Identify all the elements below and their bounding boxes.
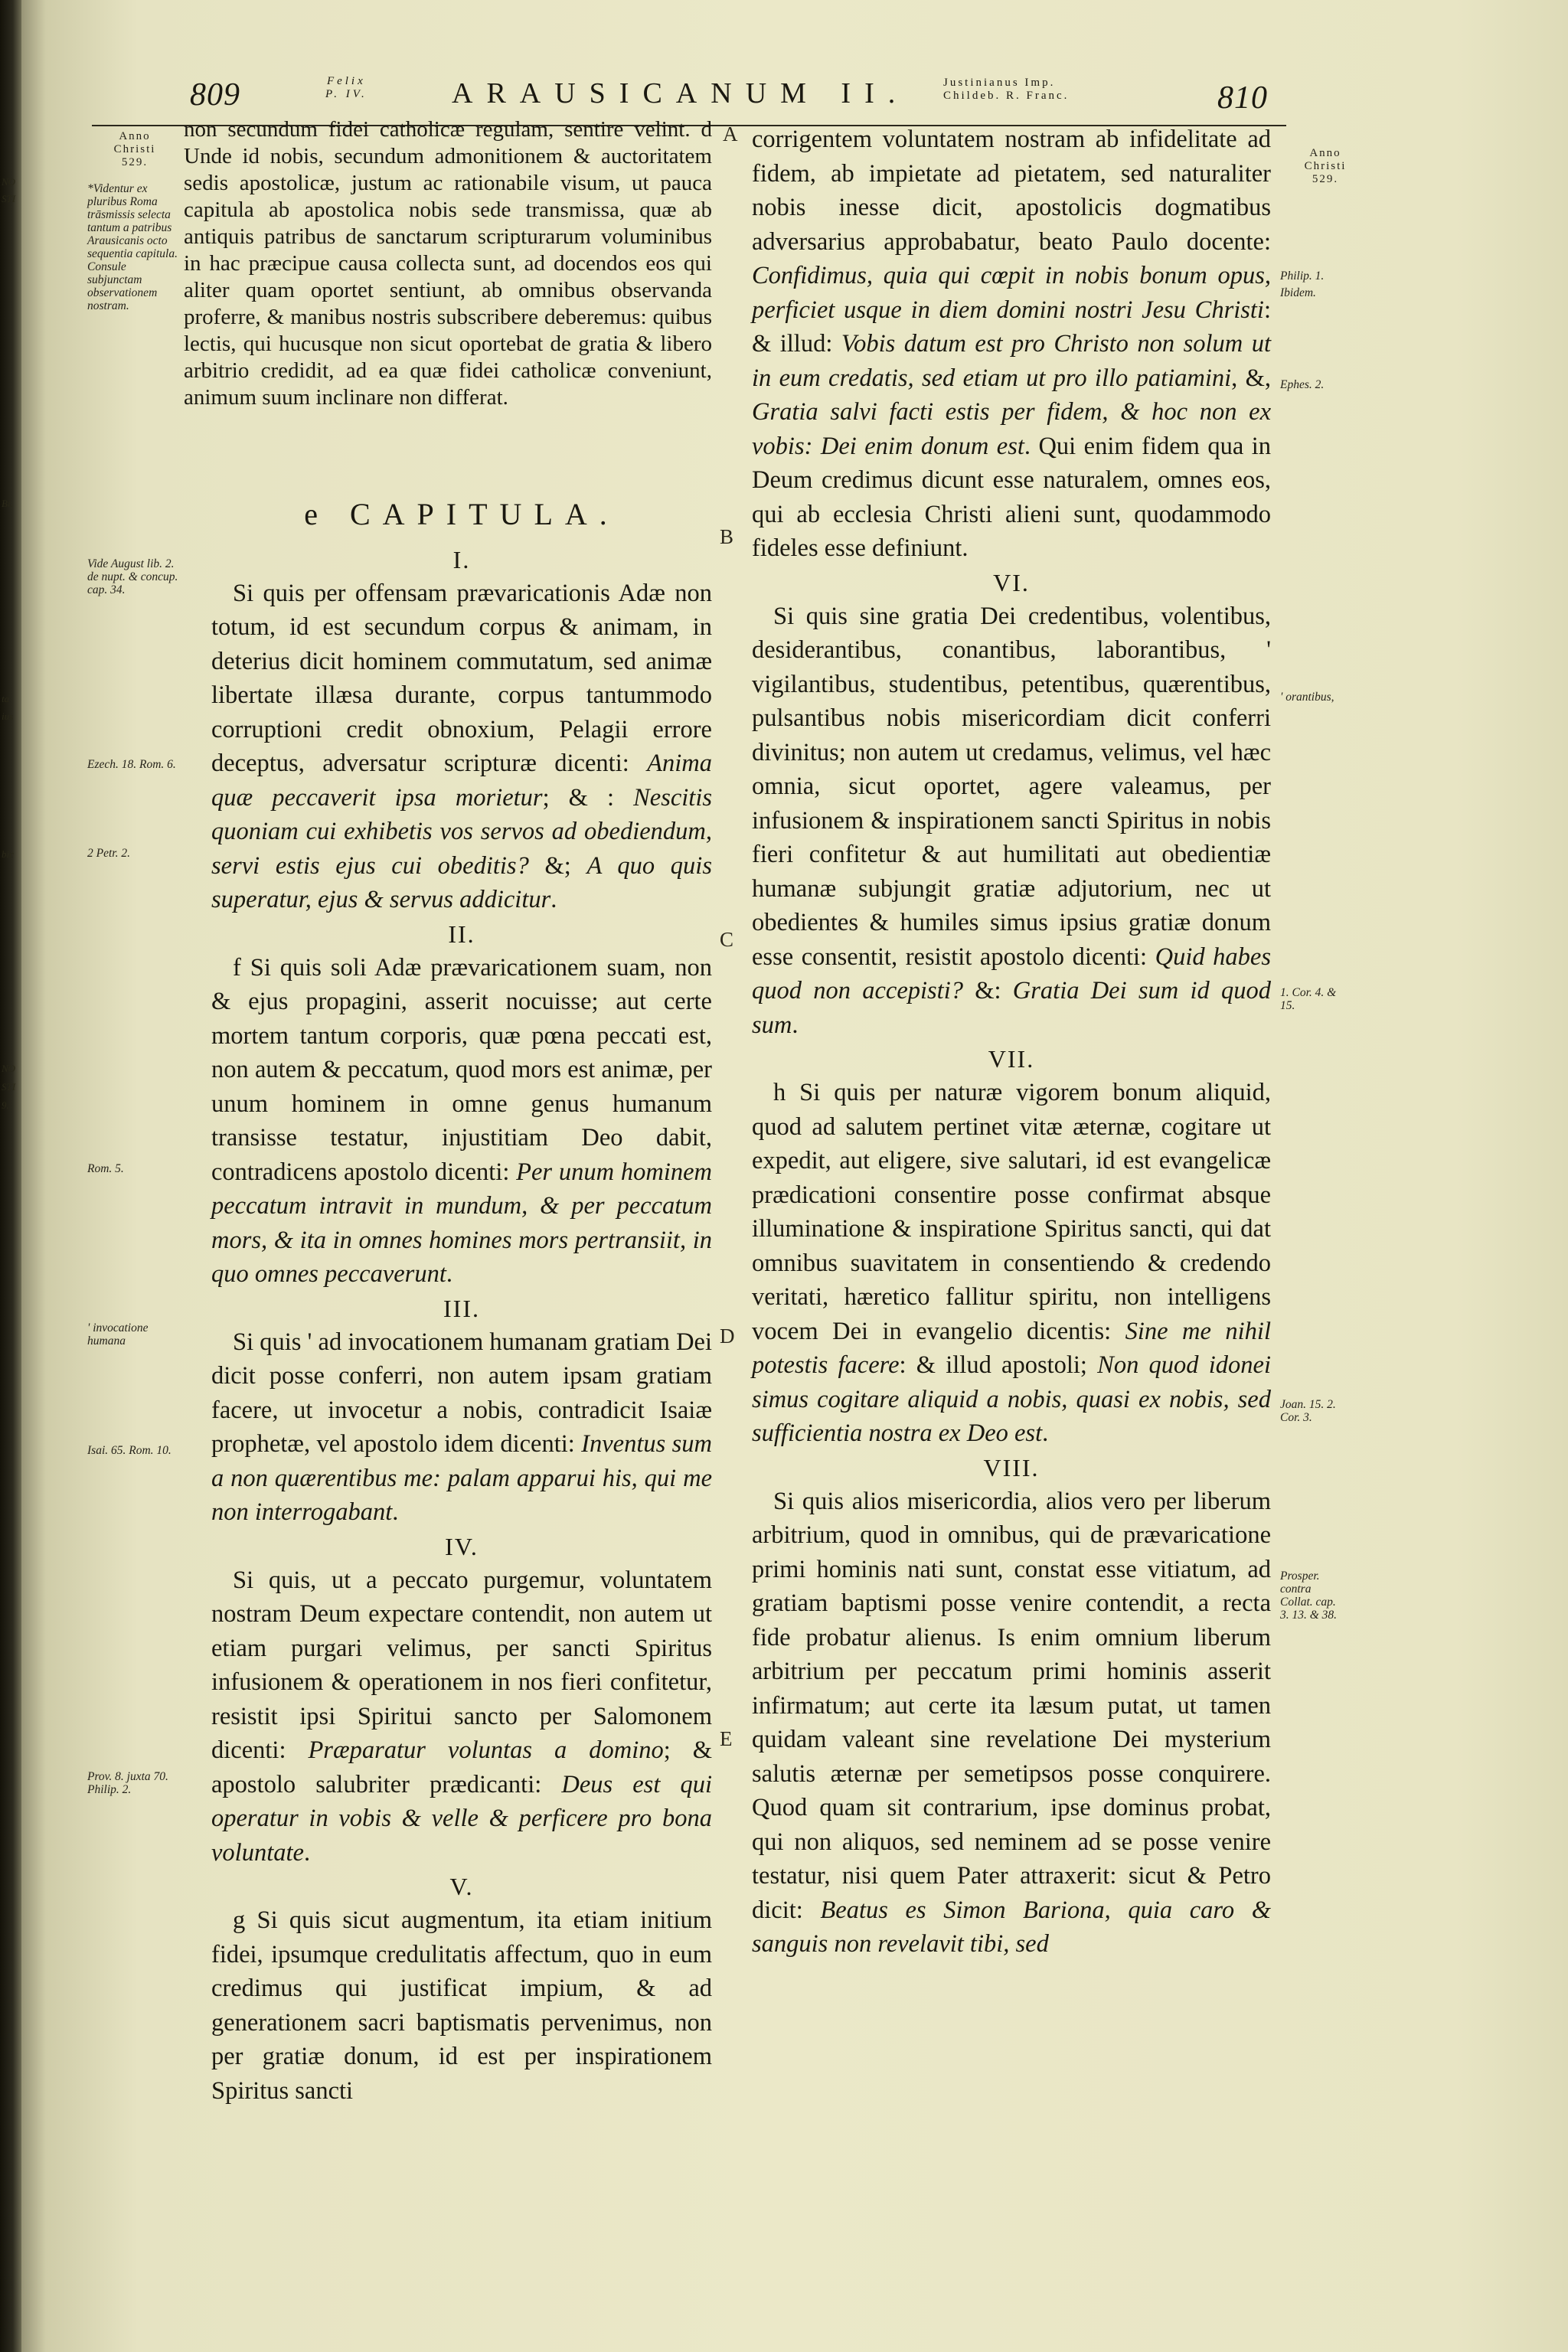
christi-label: Christi (113, 143, 156, 155)
margin-note-philip: Philip. 1. (1280, 270, 1325, 283)
margin-note-invocatione: ' invocatione humana (87, 1321, 149, 1348)
margin-note-rom5: Rom. 5. (87, 1162, 124, 1175)
year-label: 529. (121, 156, 149, 168)
intro-paragraph: non secundum fidei catholicæ regulam, sentire velint. d Unde id nobis, secundum admonitionem & auctoritatem sedis apostolicæ, justum ac rationabile visum, ut pauca capitula ab apostolica nobis sede transmissa, quæ ab antiquis patribus de sanctarum scripturarum voluminibus in hac præcipue causa collecta sunt, ad docendos eos qui aliter quam oportet sentiunt, ab omnibus observanda proferre, & manibus nostris subscribere deberemus: quibus lectis, qui hucusque non sicut oportebat de gratia & libero arbitrio credidit, ad ea quæ fidei catholicæ conveniunt, animum suum inclinare non differat. (184, 117, 712, 410)
bleed-text: NO (2, 1063, 16, 1074)
bleed-text: STI (2, 193, 16, 204)
chapter-5-number: V. (449, 1873, 474, 1900)
chapter-2-number: II. (448, 920, 475, 948)
margin-note-videntur: *Videntur ex pluribus Roma trāsmissis selecta tantum a patribus Arausicanis octo sequentia capitula. Consule subjunctam observationem nostram. (87, 182, 178, 312)
chapter-2-text: f Si quis soli Adæ prævaricationem suam, non & ejus propagini, asserit nocuisse; aut certe mortem tantum corporis, quæ pœna peccati est, non autem & peccatum, quod mors est animæ, per unum hominem in omne genus humanum transisse testatur, injustitiam Deo dabit, contradicens apostolo dicenti: Per unum hominem peccatum intravit in mundum, & per peccatum mors, & ita in omnes homines mors pertransiit, in quo omnes peccaverunt. (211, 953, 712, 1288)
chapter-1-number: I. (452, 545, 471, 573)
chapter-6-text: Si quis sine gratia Dei credentibus, volentibus, desiderantibus, conantibus, laborantibus, ' vigilantibus, studentibus, petentibus, quærentibus, pulsantibus nobis misericordiam dicit conferri divinitus; non autem ut credamus, velimus, vel hæc omnia, sicut oportet, agere valeamus, per infusionem & inspirationem sancti Spiritus in nobis fieri confitetur & aut humilitati aut obedientiæ humanæ subjungit gratiæ adjutorium, nec ut obedientes & humiles simus ipsius gratiæ donum esse consentit, resistit apostolo dicenti: Quid habes quod non accepisti? &: Gratia Dei sum id quod sum. (752, 602, 1272, 1039)
right-page-number: 810 (1217, 80, 1268, 116)
bleed-text: NO (2, 176, 16, 188)
left-caps-line2: P. IV. (325, 88, 368, 100)
left-column-capitula (211, 488, 712, 2108)
left-column-intro (184, 116, 712, 411)
chapter-3-text: Si quis ' ad invocationem humanam gratiam Dei dicit posse conferri, non autem ipsam gratiam facere, ut invocetur a nobis, contradicit Isaiæ prophetæ, vel apostolo idem dicenti: Inventus sum a non quærentibus me: palam apparui his, qui me non interrogabant. (211, 1328, 712, 1526)
margin-note-orantibus: ' orantibus, (1280, 691, 1334, 704)
left-page-number: 809 (190, 77, 240, 113)
chapter-6-number: VI. (993, 568, 1030, 596)
margin-note-ephes: Ephes. 2. (1280, 378, 1325, 391)
margin-note-joan: Joan. 15. 2. Cor. 3. (1280, 1398, 1336, 1424)
anno-christi-left (92, 130, 178, 169)
bleed-text: STI (2, 1081, 16, 1093)
right-caps-line1: Justinianus Imp. (943, 77, 1056, 89)
year-label: 529. (1312, 173, 1339, 185)
chapter-5-continuation: corrigentem voluntatem nostram ab infidelitate ad fidem, ab impietate ad pietatem, sed naturaliter nobis inesse dicit, apostolicis dogmatibus adversarius approbabatur, beato Paulo docente: Confidimus, quia qui cœpit in nobis bonum opus, perficiet usque in diem domini nostri Jesu Christi: & illud: Vobis datum est pro Christo non solum ut in eum credatis, sed etiam ut pro illo patiamini, &, Gratia salvi facti estis per fidem, & hoc non ex vobis: Dei enim donum est. Qui enim fidem qua in Deum credimus dicunt esse naturalem, omnes eos, qui ab ecclesia Christi alieni sunt, quodammodo fideles esse definiunt. (752, 126, 1271, 562)
margin-note-prosper: Prosper. contra Collat. cap. 3. 13. & 38. (1280, 1570, 1338, 1622)
margin-note-ezech: Ezech. 18. Rom. 6. (87, 758, 176, 771)
margin-note-augustin: Vide August lib. 2. de nupt. & concup. cap. 34. (87, 557, 178, 596)
chapter-8-text: Si quis alios misericordia, alios vero per liberum arbitrium, quod in omnibus, qui de prævaricatione primi hominis nati sunt, constat esse vitiatum, ad gratiam baptismi posse venire contendit, a recta fide probatur alienus. Is enim omnium liberum arbitrium per peccatum primi hominis asserit infirmatum; aut certe ita læsum putat, ut tamen quidam valeant sine revelatione Dei mysterium salutis æternæ per semetipsos posse conquirere. Quod quam sit contrarium, ipse dominus probat, qui non aliquos, sed neminem ad se posse venire testatur, nisi quem Pater attraxerit: sicut & Petro dicit: Beatus es Simon Bariona, quia caro & sanguis non revelavit tibi, sed (752, 1487, 1272, 1958)
margin-note-prov: Prov. 8. juxta 70. Philip. 2. (87, 1770, 168, 1796)
anno-label: Anno (1309, 147, 1341, 159)
chapter-7-number: VII. (988, 1045, 1035, 1073)
left-caps-line1: Felix (326, 75, 366, 87)
bleed-text: ius (2, 710, 14, 722)
margin-note-ibidem: Ibidem. (1280, 286, 1316, 299)
capitula-heading: e CAPITULA. (304, 497, 619, 531)
chapter-8-number: VIII. (983, 1453, 1040, 1481)
facing-page-edge (0, 0, 21, 2352)
anno-christi-right (1283, 147, 1367, 186)
bleed-text: Bi. (2, 498, 13, 509)
chapter-4-number: IV. (445, 1532, 479, 1560)
section-letter-c: C (720, 928, 734, 951)
chapter-5-text: g Si quis sicut augmentum, ita etiam initium fidei, ipsumque credulitatis affectum, quo in eum credimus qui justificat impium, & ad generationem sacri baptismatis pervenimus, non per gratiæ donum, id est per inspirationem Spiritus sancti (211, 1906, 712, 2105)
anno-label: Anno (119, 130, 151, 142)
chapter-4-text: Si quis, ut a peccato purgemur, voluntatem nostram Deum expectare contendit, non autem ut etiam purgari velimus, per sancti Spiritus infusionem & operationem in nos fieri confitetur, resistit ipsi Spiritui sancto per Salomonem dicenti: Præparatur voluntas a domino; & apostolo salubriter prædicanti: Deus est qui operatur in vobis & velle & perficere pro bona voluntate. (211, 1566, 712, 1867)
section-letter-b: B (720, 525, 734, 548)
section-letter-e: E (720, 1727, 733, 1750)
bleed-text: ta (2, 693, 10, 704)
right-column (752, 122, 1271, 1962)
running-title: ARAUSICANUM II. (452, 77, 910, 109)
bleed-text: bic (2, 848, 14, 860)
bleed-text: 9. (2, 1099, 9, 1111)
chapter-3-number: III. (443, 1294, 480, 1322)
chapter-7-text: h Si quis per naturæ vigorem bonum aliquid, quod ad salutem pertinet vitæ æternæ, cogitare ut expedit, aut eligere, sive salutari, id est evangelicæ prædicationi consentire posse confirmat absque illuminatione & inspiratione Spiritus sancti, qui dat omnibus suavitatem in consentiendo & credendo veritati, hæretico fallitur spiritu, non intelligens vocem Dei in evangelio dicentis: Sine me nihil potestis facere: & illud apostoli; Non quod idonei simus cogitare aliquid a nobis, quasi ex nobis, sed sufficientia nostra ex Deo est. (752, 1079, 1271, 1447)
margin-note-isai: Isai. 65. Rom. 10. (87, 1444, 172, 1457)
section-letter-d: D (720, 1325, 735, 1348)
chapter-1-text: Si quis per offensam prævaricationis Adæ non totum, id est secundum corpus & animam, in deterius dicit hominem commutatum, sed animæ libertate illæsa durante, corpus tantummodo corruptioni credit obnoxium, Pelagii errore deceptus, adversatur scripturæ dicenti: Anima quæ peccaverit ipsa morietur; & : Nescitis quoniam cui exhibetis vos servos ad obediendum, servi estis ejus cui obeditis? &; A quo quis superatur, ejus & servus addicitur. (211, 579, 713, 913)
right-caps-line2: Childeb. R. Franc. (943, 90, 1070, 102)
margin-note-petr: 2 Petr. 2. (87, 847, 130, 860)
section-letter-a: A (723, 122, 738, 145)
margin-note-cor1: 1. Cor. 4. & 15. (1280, 986, 1337, 1012)
christi-label: Christi (1304, 160, 1347, 172)
